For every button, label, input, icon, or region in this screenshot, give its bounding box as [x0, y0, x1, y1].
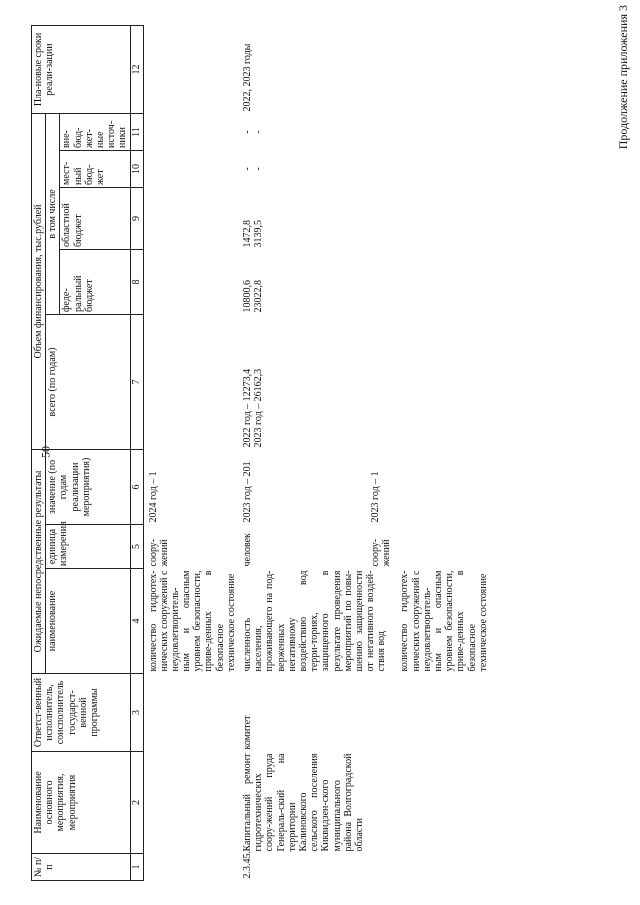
- carryover-unit: соору-жений: [147, 538, 170, 567]
- header-local: мест-ный бюд-жет: [60, 150, 130, 187]
- header-responsible: Ответст-венный исполнитель, соисполнитель государст-венной программы: [32, 674, 131, 752]
- row-federal: [238, 249, 490, 314]
- header-extrabudget: вне-бюд-жет-ные источ-ники: [60, 113, 130, 150]
- header-row-1: [32, 25, 46, 880]
- result-1-value: 2023 год – 201: [242, 461, 253, 523]
- header-unit: единица измерения: [46, 525, 130, 569]
- col-number: 6: [130, 449, 143, 524]
- row-local: [238, 150, 490, 187]
- federal-2022: 10800,6: [242, 279, 253, 313]
- col-number: 3: [130, 674, 143, 752]
- carryover-row: [143, 25, 238, 880]
- result-1-unit: человек: [242, 533, 253, 567]
- federal-2023: 23022,8: [253, 279, 265, 313]
- regional-2022: 1472,8: [242, 219, 253, 248]
- page-number: 50: [38, 446, 53, 458]
- header-name: Наименование основного мероприятия, мероприятия: [32, 752, 131, 854]
- row-term: 2022, 2023 годы: [242, 43, 253, 112]
- total-2023: 2023 год – 26162,3: [253, 368, 265, 448]
- local-2022: -: [242, 167, 253, 171]
- result-2-value: 2023 год – 1: [370, 471, 381, 523]
- header-results: Ожидаемые непосредственные результаты: [32, 449, 46, 673]
- header-value: значение (по годам реализации мероприятия): [46, 449, 130, 524]
- col-number: 12: [130, 25, 143, 113]
- row-units: [238, 525, 490, 569]
- column-number-row: [130, 25, 143, 880]
- col-number: 4: [130, 569, 143, 674]
- table-row: [238, 25, 490, 880]
- total-2022: 2022 год – 12273,4: [242, 368, 253, 448]
- result-1-name: численность населения, проживающего на под-верженных негативному воздействию вод терри-ториях, защищенного в результате проведения мероприятий по повы-шению защищенности от негативного воздей-ствия вод: [242, 570, 388, 672]
- row-result-names: [238, 569, 490, 674]
- col-number: 2: [130, 752, 143, 854]
- col-number: 1: [130, 854, 143, 881]
- continuation-note: Продолжение приложения 3: [616, 5, 630, 150]
- header-total: всего (по годам): [46, 314, 130, 449]
- col-number: 11: [130, 113, 143, 150]
- carryover-value: 2024 год – 1: [147, 471, 159, 523]
- col-number: 9: [130, 187, 143, 249]
- extrabudget-2023: -: [253, 130, 265, 134]
- col-number: 8: [130, 249, 143, 314]
- col-number: 5: [130, 525, 143, 569]
- extrabudget-2022: -: [242, 130, 253, 134]
- carryover-result-name: количество гидротех-нических сооружений с неудовлетворитель-ным и опасным уровнем безопасности, приве-денных в безопасное техническое состояние: [147, 570, 237, 672]
- program-table: [31, 25, 490, 881]
- header-including: в том числе: [46, 113, 60, 314]
- result-2-unit: соору-жений: [370, 538, 393, 567]
- local-2023: -: [253, 167, 265, 171]
- row-responsible: комитет: [242, 715, 253, 750]
- row-regional: [238, 187, 490, 249]
- header-result-name: наименование: [46, 569, 130, 674]
- row-title: Капитальный ремонт гидротехнических соору-жений пруда Генераль-ский на территории Калиновского сельского поселения Киквидзен-ского муниципального района Волгоградской области: [242, 753, 365, 852]
- header-term: Пла-новые сроки реали-зации: [32, 25, 131, 113]
- row-totals: [238, 314, 490, 449]
- header-federal: феде-ральный бюджет: [60, 249, 130, 314]
- col-number: 10: [130, 150, 143, 187]
- header-num: № п/п: [32, 854, 131, 881]
- col-number: 7: [130, 314, 143, 449]
- regional-2023: 3139,5: [253, 219, 265, 248]
- row-extrabudget: [238, 113, 490, 150]
- row-number: 2.3.45.: [242, 851, 253, 879]
- header-regional: областной бюджет: [60, 187, 130, 249]
- row-values: [238, 449, 490, 524]
- header-finance: Объем финансирования, тыс.рублей: [32, 113, 46, 449]
- result-2-name: количество гидротех-нических сооружений с неудовлетворитель-ным и опасным уровнем безопасности, приве-денных в безопасное техническое состояние: [399, 570, 489, 672]
